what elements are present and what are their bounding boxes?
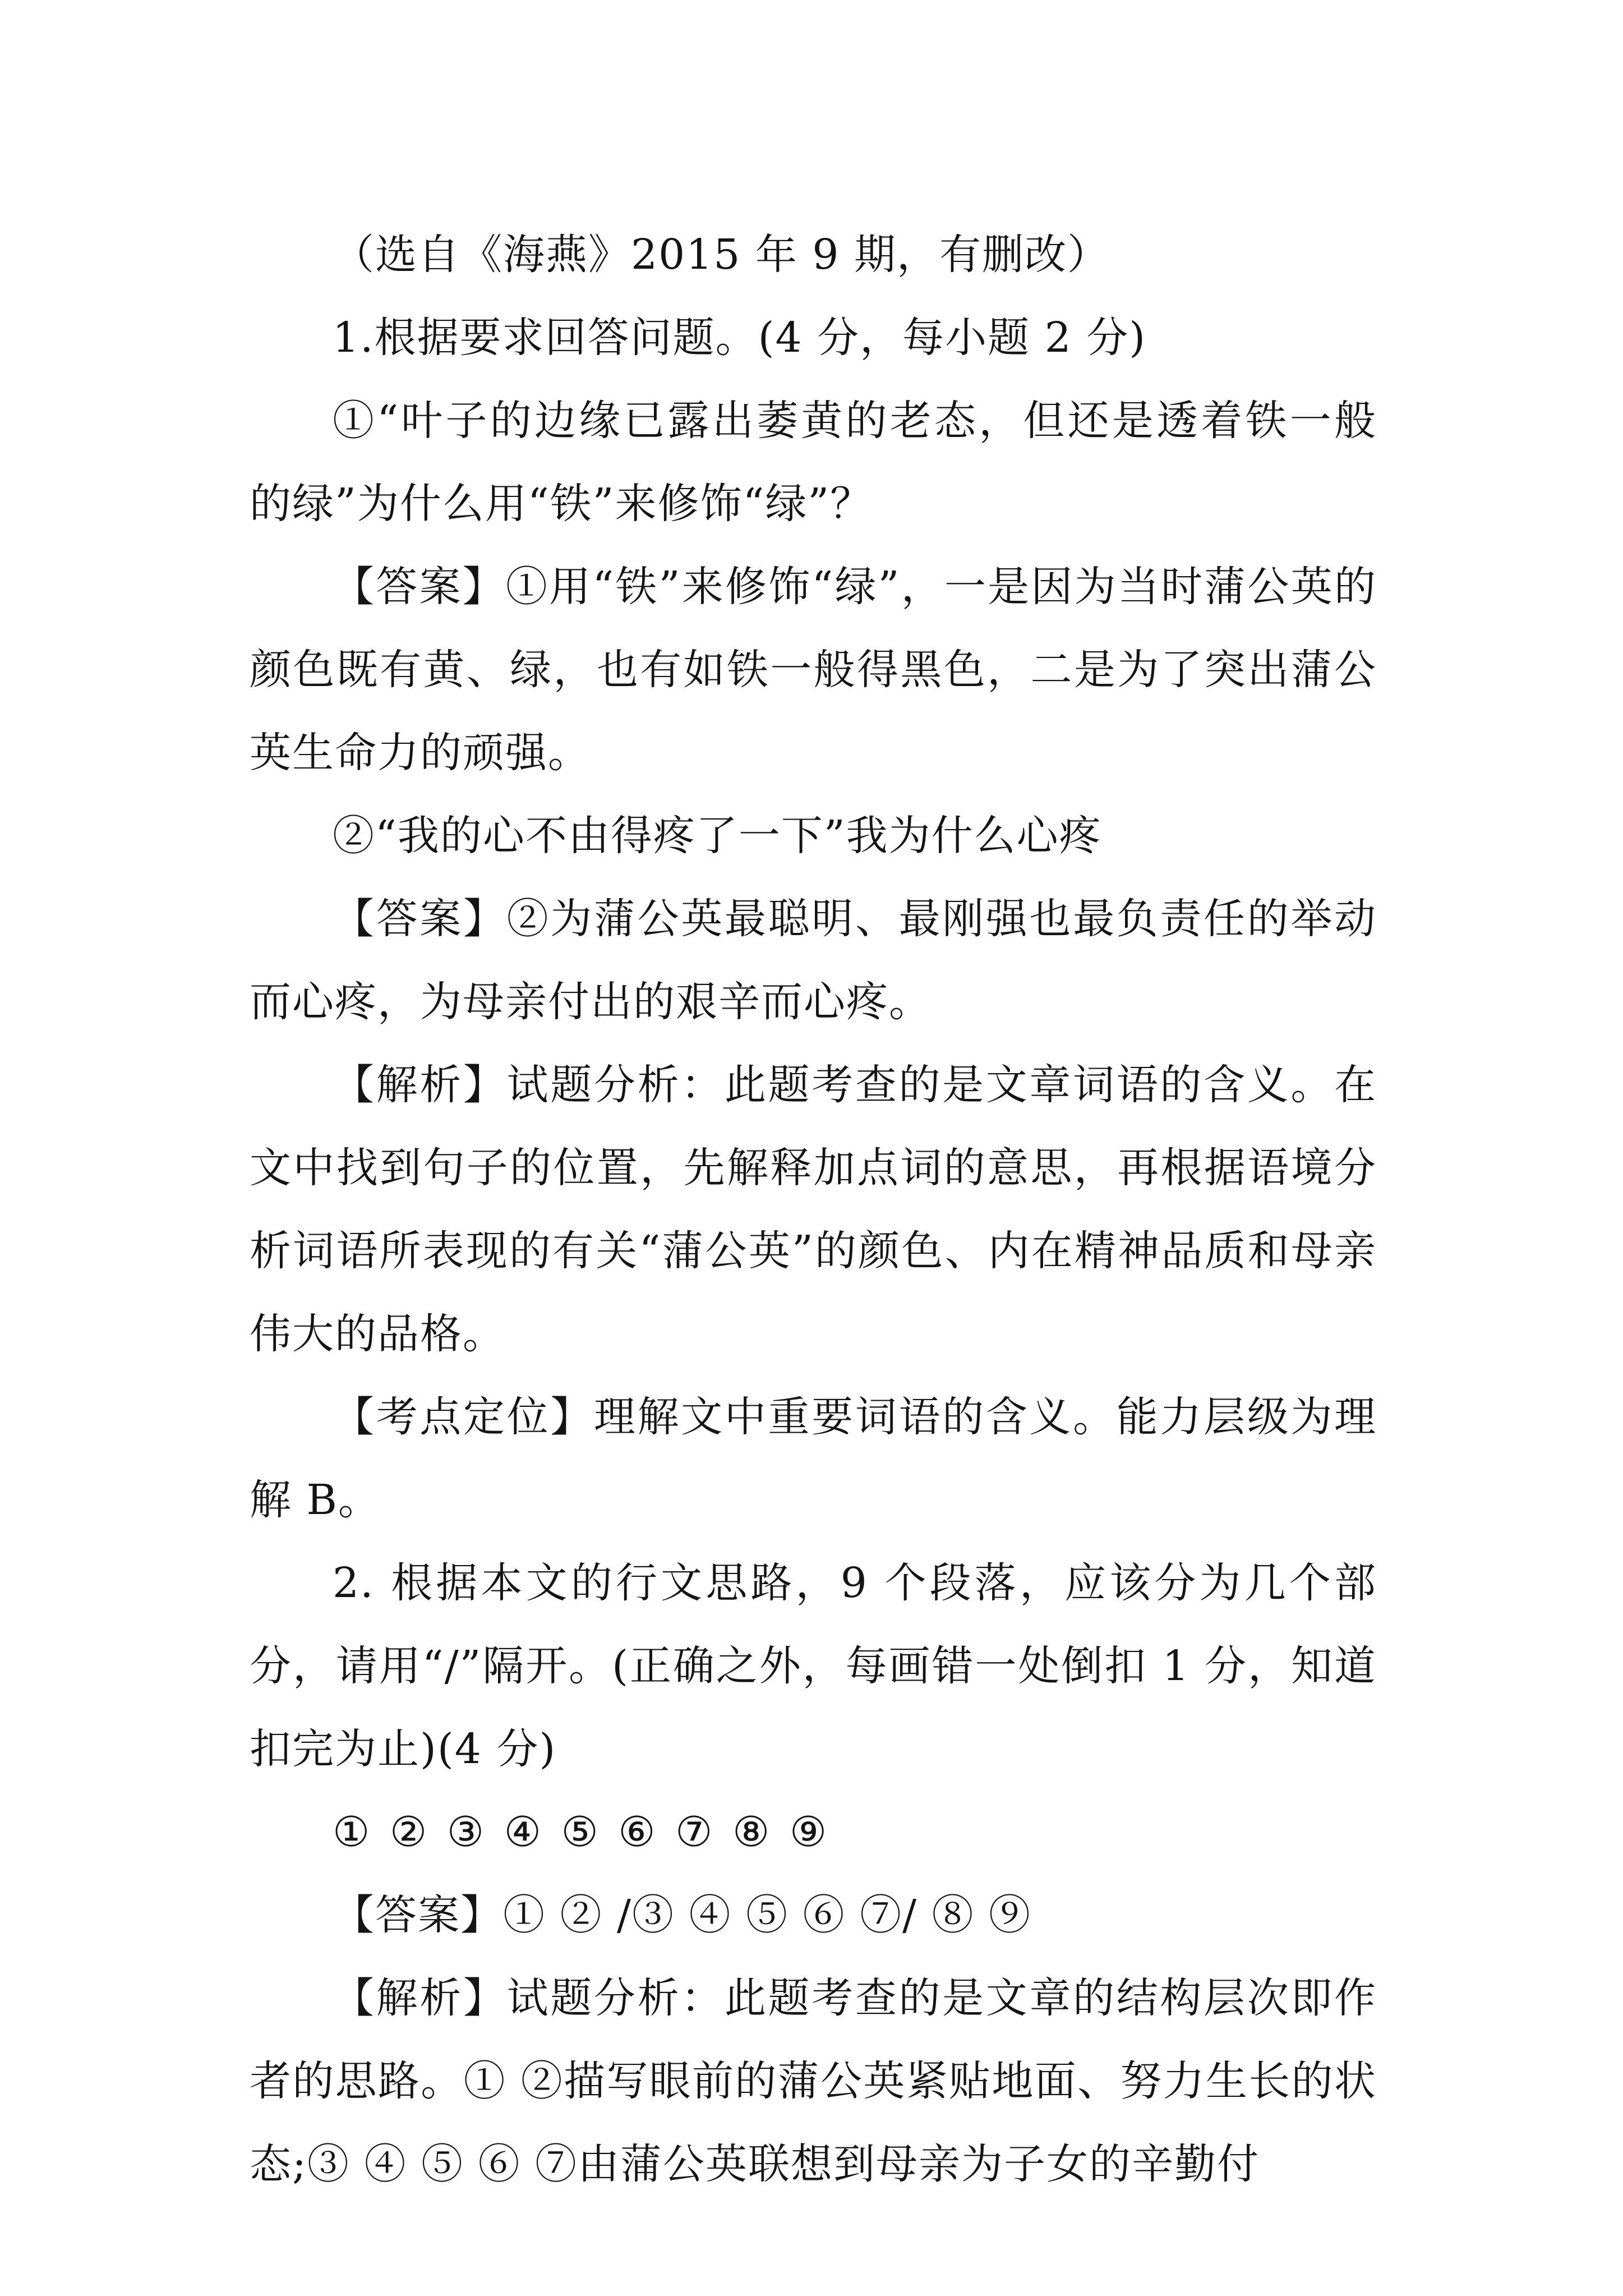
analysis-1: 【解析】试题分析：此题考查的是文章词语的含义。在文中找到句子的位置，先解释加点词的意思，再根据语境分析词语所表现的有关“蒲公英”的颜色、内在精神品质和母亲伟大的品格。 <box>250 1061 1377 1358</box>
question-2-heading: 2. 根据本文的行文思路，9 个段落，应该分为几个部分，请用“/”隔开。(正确之外，每画错一处倒扣 1 分，知道扣完为止)(4 分) <box>250 1559 1377 1773</box>
analysis-2: 【解析】试题分析：此题考查的是文章的结构层次即作者的思路。① ②描写眼前的蒲公英紧贴地面、努力生长的状态;③ ④ ⑤ ⑥ ⑦由蒲公英联想到母亲为子女的辛勤付 <box>250 1974 1377 2188</box>
source-citation: （选自《海燕》2015 年 9 期，有删改） <box>333 231 1110 279</box>
answer-2: 【答案】① ② /③ ④ ⑤ ⑥ ⑦/ ⑧ ⑨ <box>333 1891 1032 1939</box>
answer-1-part-2: 【答案】②为蒲公英最聪明、最刚强也最负责任的举动而心疼，为母亲付出的艰辛而心疼。 <box>250 895 1377 1026</box>
question-1-part-2: ②“我的心不由得疼了一下”我为什么心疼 <box>333 812 1102 860</box>
exam-point-1: 【考点定位】理解文中重要词语的含义。能力层级为理解 B。 <box>250 1393 1377 1524</box>
paragraph-numbers: ① ② ③ ④ ⑤ ⑥ ⑦ ⑧ ⑨ <box>333 1808 831 1856</box>
document-page <box>250 213 1377 2206</box>
question-1-part-1: ①“叶子的边缘已露出萎黄的老态，但还是透着铁一般的绿”为什么用“铁”来修饰“绿”？ <box>250 397 1377 528</box>
question-1-heading: 1.根据要求回答问题。(4 分，每小题 2 分) <box>333 314 1147 362</box>
answer-1-part-1: 【答案】①用“铁”来修饰“绿”，一是因为当时蒲公英的颜色既有黄、绿，也有如铁一般得黑色，二是为了突出蒲公英生命力的顽强。 <box>250 563 1377 777</box>
